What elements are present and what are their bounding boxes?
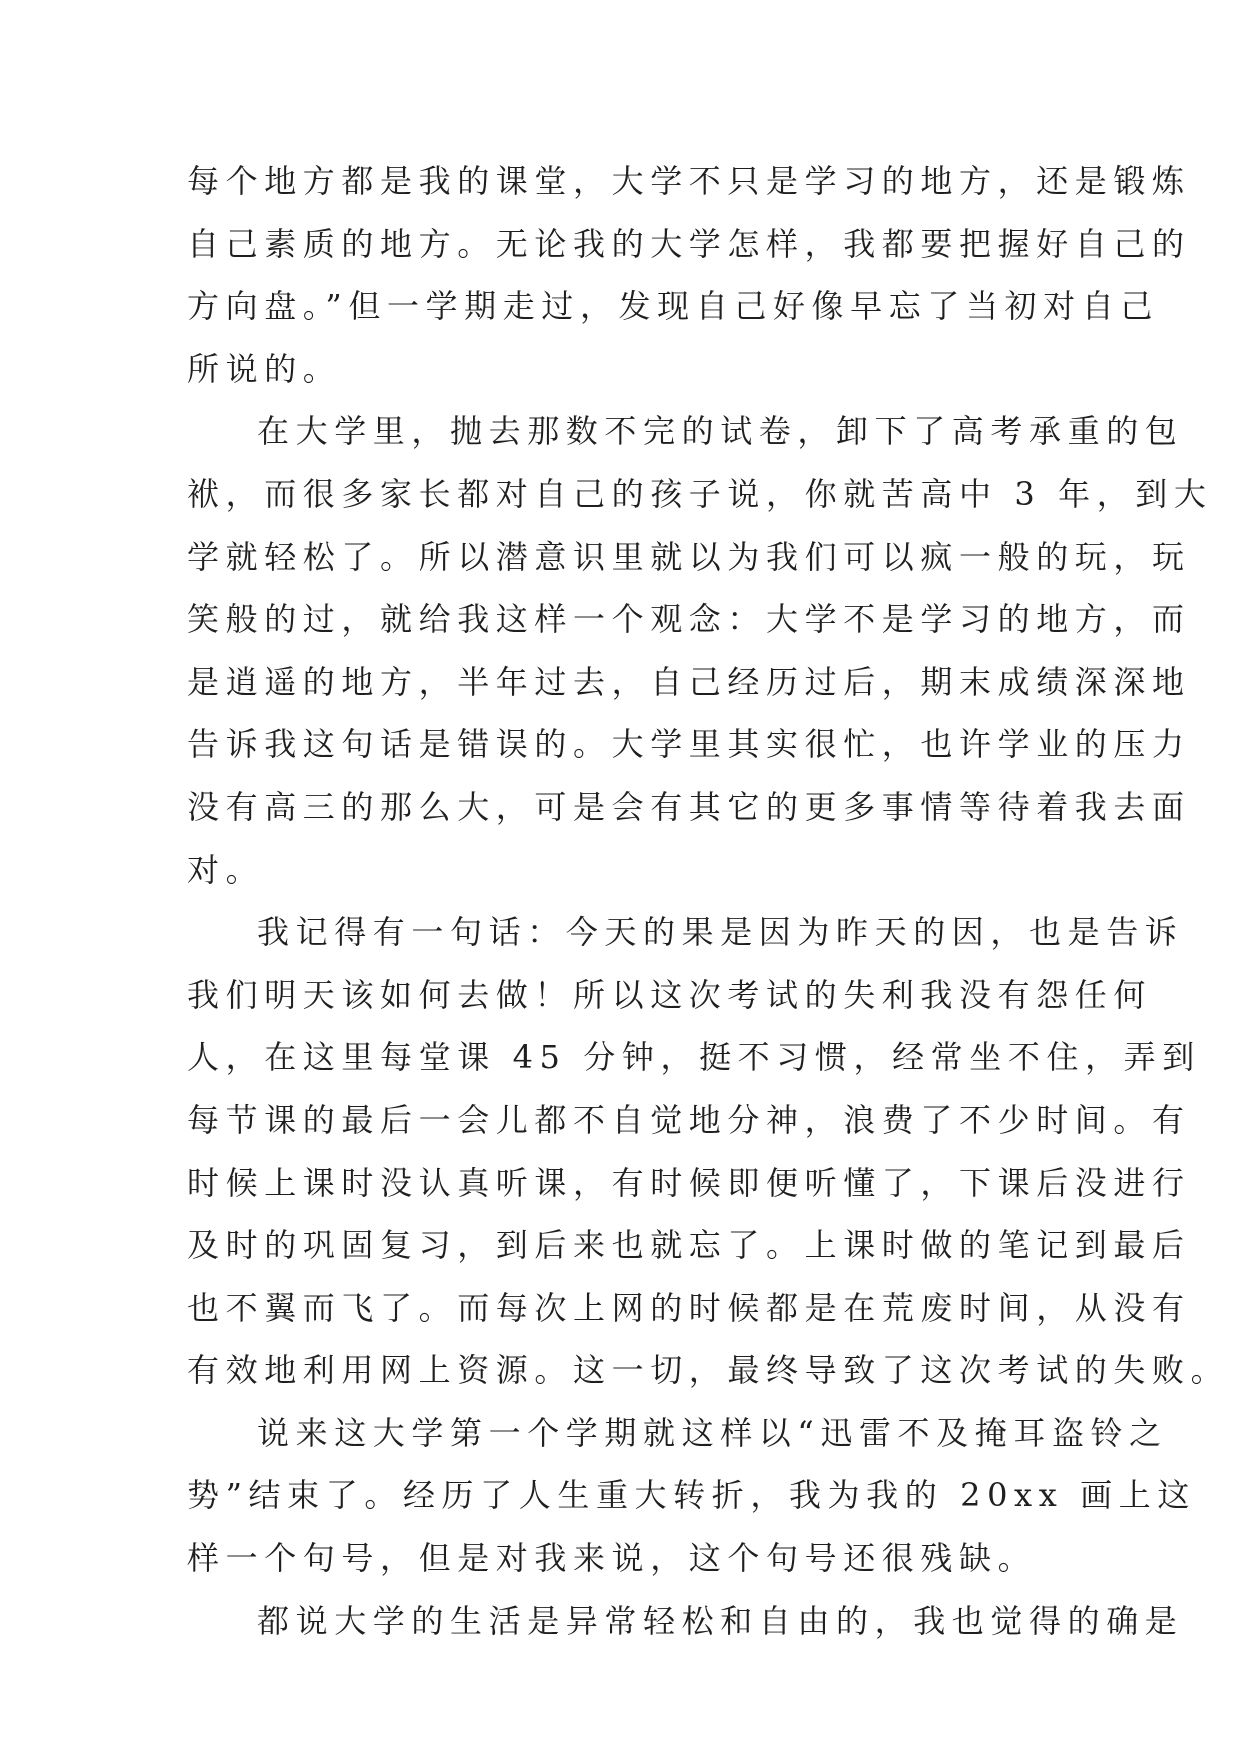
paragraph-start-line: 在大学里，抛去那数不完的试卷，卸下了高考承重的包 (257, 412, 1184, 451)
text-line: 没有高三的那么大，可是会有其它的更多事情等待着我去面 (187, 787, 1191, 826)
text-line: 样一个句号，但是对我来说，这个句号还很残缺。 (187, 1539, 1037, 1578)
text-line: 每节课的最后一会儿都不自觉地分神，浪费了不少时间。有 (187, 1100, 1191, 1139)
text-line: 方向盘。”但一学期走过，发现自己好像早忘了当初对自己 (187, 287, 1159, 326)
text-line: 及时的巩固复习，到后来也就忘了。上课时做的笔记到最后 (187, 1226, 1191, 1265)
paragraph-start-line: 说来这大学第一个学期就这样以“迅雷不及掩耳盗铃之 (257, 1413, 1168, 1452)
text-line: 学就轻松了。所以潜意识里就以为我们可以疯一般的玩，玩 (187, 537, 1191, 576)
text-line: 有效地利用网上资源。这一切，最终导致了这次考试的失败。 (187, 1351, 1230, 1390)
text-line: 笑般的过，就给我这样一个观念：大学不是学习的地方，而 (187, 600, 1191, 639)
text-line: 我们明天该如何去做！所以这次考试的失利我没有怨任何 (187, 975, 1153, 1014)
paragraph-start-line: 都说大学的生活是异常轻松和自由的，我也觉得的确是 (257, 1601, 1184, 1640)
text-line: 是逍遥的地方，半年过去，自己经历过后，期末成绩深深地 (187, 662, 1191, 701)
text-line: 告诉我这句话是错误的。大学里其实很忙，也许学业的压力 (187, 725, 1191, 764)
text-line: 时候上课时没认真听课，有时候即便听懂了，下课后没进行 (187, 1163, 1191, 1202)
text-line: 每个地方都是我的课堂，大学不只是学习的地方，还是锻炼 (187, 162, 1191, 200)
text-line: 也不翼而飞了。而每次上网的时候都是在荒废时间，从没有 (187, 1288, 1191, 1327)
document-body (187, 150, 1230, 1652)
text-line: 人，在这里每堂课 45 分钟，挺不习惯，经常坐不住，弄到 (187, 1038, 1201, 1077)
text-line: 袱，而很多家长都对自己的孩子说，你就苦高中 3 年，到大 (187, 474, 1213, 513)
text-line: 对。 (187, 850, 265, 889)
text-line: 自己素质的地方。无论我的大学怎样，我都要把握好自己的 (187, 224, 1191, 263)
text-line: 所说的。 (187, 349, 342, 388)
paragraph-start-line: 我记得有一句话：今天的果是因为昨天的因，也是告诉 (257, 913, 1184, 952)
text-line: 势”结束了。经历了人生重大转折，我为我的 20xx 画上这 (187, 1476, 1196, 1515)
